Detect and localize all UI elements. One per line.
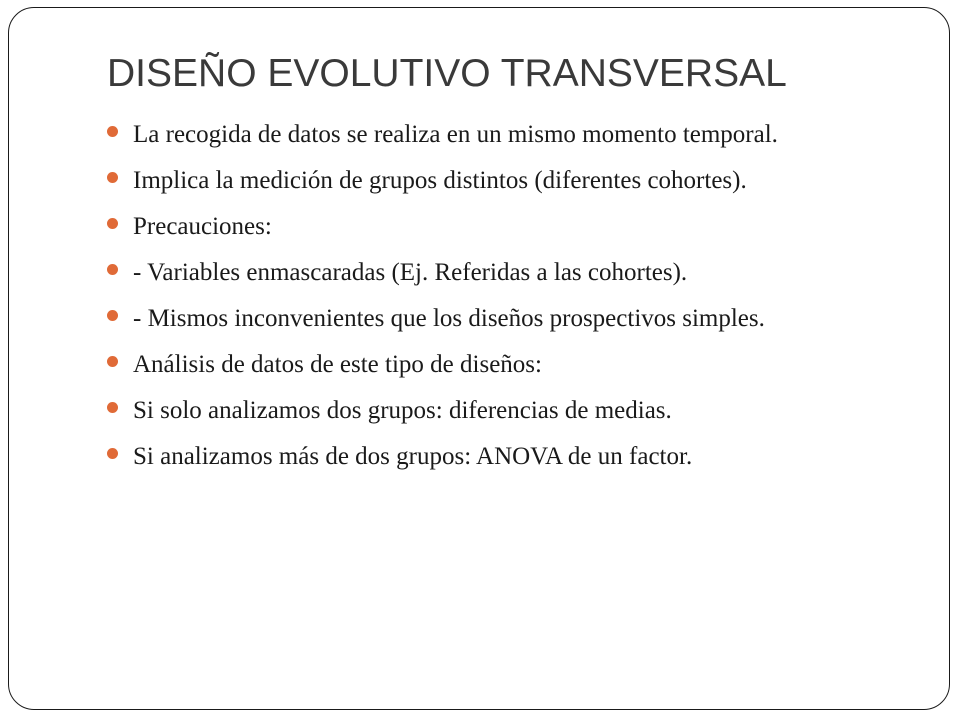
bullet-list	[106, 117, 866, 485]
bullet-text: Si analizamos más de dos grupos: ANOVA de un factor.	[133, 443, 693, 470]
bullet-item	[106, 347, 866, 382]
bullet-dot-icon	[107, 356, 118, 367]
bullet-item	[106, 163, 866, 198]
bullet-text: Análisis de datos de este tipo de diseños:	[133, 351, 542, 378]
slide-title: DISEÑO EVOLUTIVO TRANSVERSAL	[107, 52, 787, 95]
bullet-dot-icon	[107, 172, 118, 183]
bullet-text: Implica la medición de grupos distintos (diferentes cohortes).	[133, 167, 747, 194]
bullet-item	[106, 439, 866, 474]
bullet-item	[106, 301, 866, 336]
bullet-text: Si solo analizamos dos grupos: diferencias de medias.	[133, 397, 672, 424]
bullet-text: - Variables enmascaradas (Ej. Referidas a las cohortes).	[133, 259, 688, 286]
bullet-dot-icon	[107, 264, 118, 275]
bullet-text: - Mismos inconvenientes que los diseños prospectivos simples.	[133, 305, 765, 332]
bullet-text: La recogida de datos se realiza en un mismo momento temporal.	[133, 121, 778, 148]
bullet-item	[106, 117, 866, 152]
bullet-text: Precauciones:	[133, 213, 272, 240]
bullet-dot-icon	[107, 402, 118, 413]
bullet-dot-icon	[107, 448, 118, 459]
bullet-item	[106, 209, 866, 244]
bullet-item	[106, 255, 866, 290]
bullet-dot-icon	[107, 126, 118, 137]
bullet-dot-icon	[107, 218, 118, 229]
bullet-item	[106, 393, 866, 428]
bullet-dot-icon	[107, 310, 118, 321]
